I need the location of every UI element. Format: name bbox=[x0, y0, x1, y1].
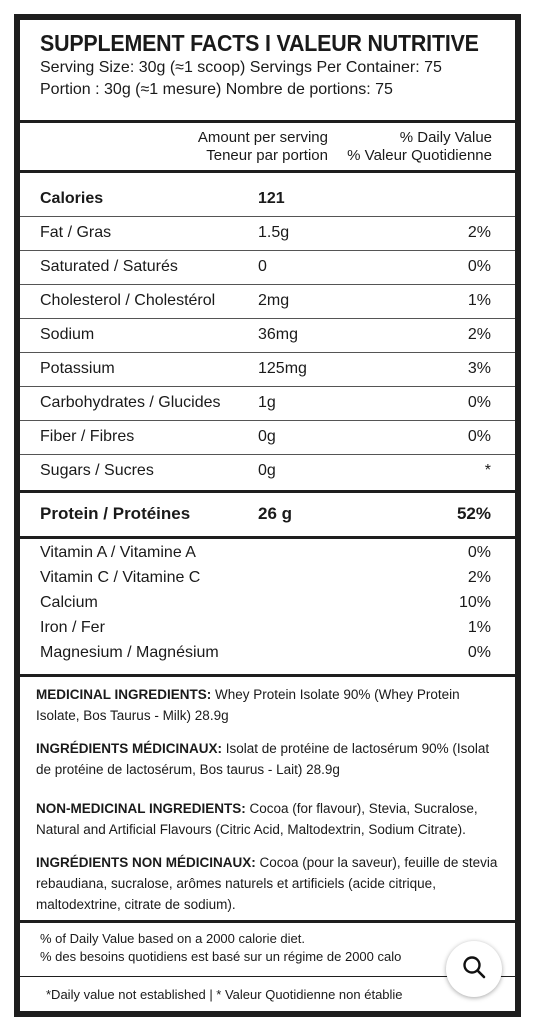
divider bbox=[20, 976, 515, 977]
search-button[interactable] bbox=[446, 941, 502, 997]
nutrient-amount: 121 bbox=[258, 190, 285, 207]
nutrient-amount: 0g bbox=[258, 428, 276, 445]
ingredients-text: Cocoa (pour la saveur), feuille de stevia rebaudiana, sucralose, arômes naturels et artificiels (acide citrique, maltodextrine, citrate de sodium). bbox=[36, 855, 498, 912]
ingredients-text: Whey Protein Isolate 90% (Whey Protein Isolate, Bos Taurus - Milk) 28.9g bbox=[36, 687, 460, 723]
nutrient-amount: 1g bbox=[258, 394, 276, 411]
nutrient-dv: 0% bbox=[467, 428, 491, 445]
nutrient-amount: 0 bbox=[258, 258, 267, 275]
nutrient-row bbox=[20, 284, 515, 318]
divider bbox=[20, 536, 515, 539]
divider bbox=[20, 120, 515, 123]
nutrient-row bbox=[20, 420, 515, 454]
nutrient-name: Fat / Gras bbox=[40, 224, 112, 241]
vitamin-dv: 1% bbox=[467, 619, 491, 636]
non-medicinal-ingredients-fr bbox=[36, 852, 501, 915]
nutrient-dv: 2% bbox=[467, 326, 491, 343]
non-medicinal-ingredients-en bbox=[36, 798, 501, 840]
nutrient-dv: 2% bbox=[467, 224, 491, 241]
vitamin-row bbox=[20, 567, 515, 592]
nutrient-amount: 36mg bbox=[258, 326, 299, 343]
vitamin-dv: 0% bbox=[467, 544, 491, 561]
nutrient-amount: 0g bbox=[258, 462, 276, 479]
vitamin-name: Magnesium / Magnésium bbox=[40, 644, 219, 661]
nutrient-name: Protein / Protéines bbox=[40, 504, 191, 523]
nutrient-name: Sodium bbox=[40, 326, 95, 343]
search-icon bbox=[461, 954, 487, 985]
dv-header-fr: % Valeur Quotidienne bbox=[347, 147, 492, 164]
nutrient-name: Fiber / Fibres bbox=[40, 428, 135, 445]
serving-info-fr: Portion : 30g (≈1 mesure) Nombre de portions: 75 bbox=[40, 81, 393, 98]
ingredients-label: NON-MEDICINAL INGREDIENTS: bbox=[36, 801, 246, 816]
nutrient-row bbox=[20, 250, 515, 284]
vitamin-row bbox=[20, 617, 515, 642]
divider bbox=[20, 920, 515, 923]
vitamin-name: Calcium bbox=[40, 594, 98, 611]
protein-row bbox=[20, 496, 515, 530]
vitamin-name: Iron / Fer bbox=[40, 619, 105, 636]
divider bbox=[20, 674, 515, 677]
amount-header-fr: Teneur par portion bbox=[206, 147, 328, 164]
serving-info-en: Serving Size: 30g (≈1 scoop) Servings Per Container: 75 bbox=[40, 59, 442, 76]
medicinal-ingredients-fr bbox=[36, 738, 501, 780]
nutrient-amount: 26 g bbox=[258, 504, 293, 523]
nutrient-dv: 0% bbox=[467, 394, 491, 411]
nutrient-dv: 52% bbox=[456, 504, 491, 523]
nutrient-dv: 1% bbox=[467, 292, 491, 309]
label-title: SUPPLEMENT FACTS I VALEUR NUTRITIVE bbox=[40, 30, 479, 56]
dv-note-en: % of Daily Value based on a 2000 calorie diet. bbox=[40, 931, 305, 946]
not-established-note: *Daily value not established | * Valeur Quotidienne non établie bbox=[46, 987, 403, 1002]
nutrient-row bbox=[20, 386, 515, 420]
nutrient-row bbox=[20, 216, 515, 250]
divider bbox=[20, 170, 515, 173]
vitamin-name: Vitamin C / Vitamine C bbox=[40, 569, 201, 586]
amount-header-en: Amount per serving bbox=[197, 129, 328, 146]
vitamin-dv: 2% bbox=[467, 569, 491, 586]
ingredients-label: INGRÉDIENTS NON MÉDICINAUX: bbox=[36, 855, 256, 870]
nutrient-row bbox=[20, 352, 515, 386]
nutrient-dv: * bbox=[484, 462, 491, 479]
vitamin-row bbox=[20, 642, 515, 667]
dv-header-en: % Daily Value bbox=[399, 129, 492, 146]
vitamin-row bbox=[20, 542, 515, 567]
vitamin-dv: 0% bbox=[467, 644, 491, 661]
nutrient-row bbox=[20, 318, 515, 352]
medicinal-ingredients-en bbox=[36, 684, 501, 726]
nutrient-name: Cholesterol / Cholestérol bbox=[40, 292, 216, 309]
nutrient-name: Saturated / Saturés bbox=[40, 258, 178, 275]
nutrient-row bbox=[20, 182, 515, 216]
nutrient-name: Calories bbox=[40, 190, 104, 207]
ingredients-label: MEDICINAL INGREDIENTS: bbox=[36, 687, 212, 702]
nutrient-amount: 1.5g bbox=[258, 224, 290, 241]
nutrient-row bbox=[20, 454, 515, 488]
nutrient-dv: 3% bbox=[467, 360, 491, 377]
dv-note-fr: % des besoins quotidiens est basé sur un régime de 2000 calo bbox=[40, 949, 402, 964]
ingredients-text: Isolat de protéine de lactosérum 90% (Isolat de protéine de lactosérum, Bos taurus - Lait) 28.9g bbox=[36, 741, 490, 777]
nutrient-amount: 125mg bbox=[258, 360, 307, 377]
label-header bbox=[20, 20, 515, 116]
nutrient-name: Carbohydrates / Glucides bbox=[40, 394, 221, 411]
vitamin-name: Vitamin A / Vitamine A bbox=[40, 544, 196, 561]
ingredients-text: Cocoa (for flavour), Stevia, Sucralose, Natural and Artificial Flavours (Citric Acid, Maltodextrin, Sodium Citrate). bbox=[36, 801, 478, 837]
supplement-facts-label bbox=[14, 14, 521, 1017]
divider bbox=[20, 490, 515, 493]
nutrient-amount: 2mg bbox=[258, 292, 290, 309]
nutrient-dv: 0% bbox=[467, 258, 491, 275]
nutrient-name: Potassium bbox=[40, 360, 115, 377]
vitamin-dv: 10% bbox=[458, 594, 491, 611]
vitamin-row bbox=[20, 592, 515, 617]
nutrient-name: Sugars / Sucres bbox=[40, 462, 154, 479]
ingredients-label: INGRÉDIENTS MÉDICINAUX: bbox=[36, 741, 223, 756]
